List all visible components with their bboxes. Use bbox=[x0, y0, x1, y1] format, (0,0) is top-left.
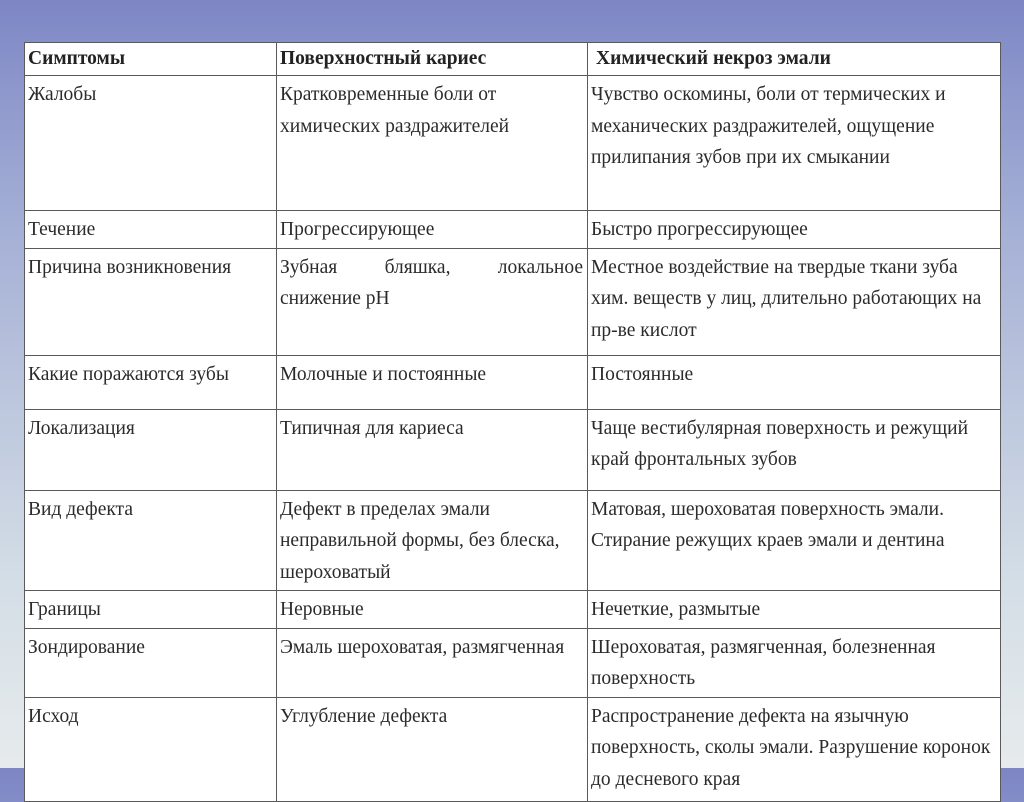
header-symptoms: Симптомы bbox=[25, 43, 277, 76]
cell-caries: Зубная бляшка, локальное снижение pH bbox=[277, 248, 588, 355]
cell-symptom: Вид дефекта bbox=[25, 490, 277, 591]
table-row bbox=[25, 355, 1001, 409]
table-row bbox=[25, 248, 1001, 355]
cell-necrosis: Чаще вестибулярная поверхность и режущий край фронтальных зубов bbox=[588, 409, 1001, 490]
cell-symptom: Границы bbox=[25, 591, 277, 629]
cell-caries: Эмаль шероховатая, размягченная bbox=[277, 628, 588, 697]
table-row bbox=[25, 409, 1001, 490]
cell-caries: Молочные и постоянные bbox=[277, 355, 588, 409]
comparison-table bbox=[24, 42, 1001, 802]
cell-symptom: Исход bbox=[25, 697, 277, 801]
cell-symptom: Жалобы bbox=[25, 76, 277, 211]
table-row bbox=[25, 490, 1001, 591]
cell-necrosis: Матовая, шероховатая поверхность эмали. Стирание режущих краев эмали и дентина bbox=[588, 490, 1001, 591]
cell-necrosis: Шероховатая, размягченная, болезненная поверхность bbox=[588, 628, 1001, 697]
cell-caries: Углубление дефекта bbox=[277, 697, 588, 801]
cell-necrosis: Постоянные bbox=[588, 355, 1001, 409]
table-row bbox=[25, 697, 1001, 801]
table-row bbox=[25, 591, 1001, 629]
cell-necrosis: Чувство оскомины, боли от термических и механических раздражителей, ощущение прилипания зубов при их смыкании bbox=[588, 76, 1001, 211]
cell-caries: Дефект в пределах эмали неправильной формы, без блеска, шероховатый bbox=[277, 490, 588, 591]
cell-necrosis: Нечеткие, размытые bbox=[588, 591, 1001, 629]
cell-caries: Кратковременные боли от химических раздражителей bbox=[277, 76, 588, 211]
header-superficial-caries: Поверхностный кариес bbox=[277, 43, 588, 76]
cell-symptom: Локализация bbox=[25, 409, 277, 490]
cell-symptom: Причина возникновения bbox=[25, 248, 277, 355]
table-row bbox=[25, 76, 1001, 211]
cell-necrosis: Распространение дефекта на язычную поверхность, сколы эмали. Разрушение коронок до десневого края bbox=[588, 697, 1001, 801]
cell-symptom: Течение bbox=[25, 211, 277, 249]
cell-necrosis: Местное воздействие на твердые ткани зуба хим. веществ у лиц, длительно работающих на пр-ве кислот bbox=[588, 248, 1001, 355]
header-chemical-necrosis: Химический некроз эмали bbox=[588, 43, 1001, 76]
cell-symptom: Зондирование bbox=[25, 628, 277, 697]
cell-caries: Прогрессирующее bbox=[277, 211, 588, 249]
table-row bbox=[25, 628, 1001, 697]
cell-necrosis: Быстро прогрессирующее bbox=[588, 211, 1001, 249]
table-header-row bbox=[25, 43, 1001, 76]
cell-caries: Типичная для кариеса bbox=[277, 409, 588, 490]
table-row bbox=[25, 211, 1001, 249]
cell-caries: Неровные bbox=[277, 591, 588, 629]
cell-symptom: Какие поражаются зубы bbox=[25, 355, 277, 409]
